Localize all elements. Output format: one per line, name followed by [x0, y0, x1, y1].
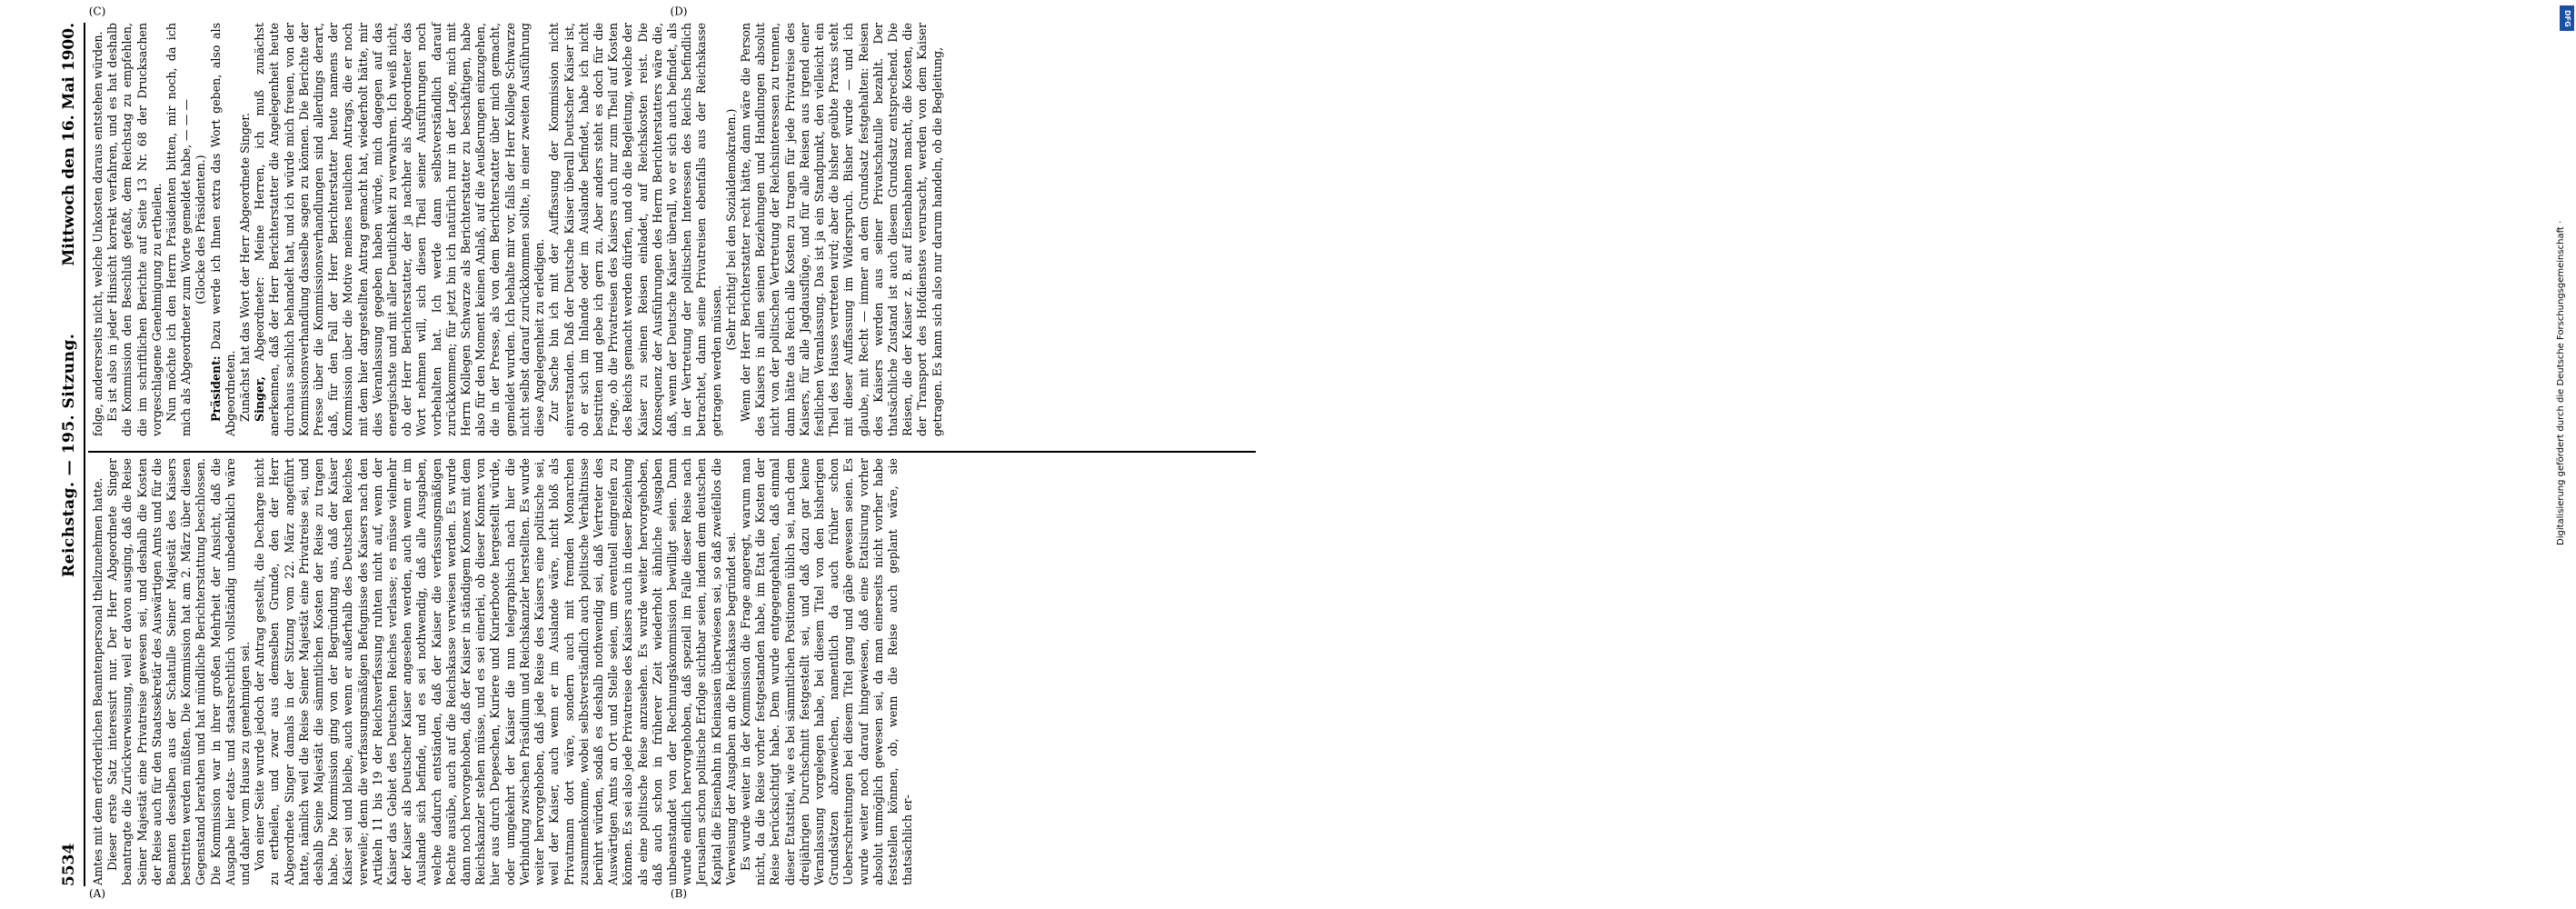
credit-text: Digitalisierung gefördert durch die Deutsche Forschungsgemeinschaft · — [2556, 220, 2566, 545]
speech-text: Dazu werde ich Ihnen extra das Wort geben, also als Abgeordneten. — [208, 23, 237, 436]
margin-mark-b: (B) — [670, 886, 688, 900]
paragraph: (Sehr richtig! bei den Sozialdemokraten.) — [723, 108, 738, 351]
digitization-credit-strip — [1269, 0, 2571, 909]
paragraph: Nun möchte ich den Herrn Präsidenten bitten, mir noch, da ich mich als Abgeordneter zum Worte gemeldet habe, — — — — [164, 23, 194, 436]
paragraph: Zunächst hat das Wort der Herr Abgeordnete Singer. — [238, 113, 253, 422]
margin-mark-d: (D) — [670, 5, 688, 18]
paragraph: Zur Sache bin ich mit der Auffassung der Kommission nicht einverstanden. Daß der Deutsche Kaiser überall Deutscher Kaiser ist, ob er sich im Inlande oder im Auslande befindet, habe ich nicht bestritten und gebe ich gern zu. Aber anders steht es doch für die Frage, ob die Privatreisen des Kaisers auch nur zum Theil auf Kosten des Reichs gemacht werden dürfen, und ob die Begleitung, welche der Kaiser zu seinen Reisen einladet, auf Reichskosten reist. Die Konsequenz der Ausführungen des Herrn Berichterstatters wäre die, daß, wenn der Deutsche Kaiser überall, wo er sich auch befindet, als in der Vertretung der politischen Interessen des Reichs befindlich betrachtet, dann seine Privatreisen ebenfalls aus der Reichskasse getragen werden müssen. — [547, 23, 723, 436]
paragraph — [209, 23, 238, 436]
margin-mark-c: (C) — [88, 5, 106, 18]
paragraph: (Glocke des Präsidenten.) — [194, 155, 208, 305]
speaker-name: Präsident: — [208, 355, 223, 422]
scanned-page — [0, 0, 1269, 909]
margin-mark-a: (A) — [88, 886, 106, 900]
header-rule — [84, 23, 85, 886]
right-text-column — [91, 23, 1254, 436]
paragraph: Wenn der Herr Berichterstatter recht hätte, dann wäre die Person des Kaisers in allen seinen Beziehungen und Handlungen absolut nicht von der politischen Vertretung der Reichsinteressen zu trennen, dann hätte das Reich alle Kosten zu tragen für jede Privatreise des Kaisers, für alle Jagdausflüge, und für alle Reisen aus irgend einer festlichen Veranlassung. Das ist ja ein Standpunkt, den vielleicht ein Theil des Hauses vertreten wird; aber die bisher geübte Praxis steht mit dieser Auffassung im Widerspruch. Bisher wurde — und ich glaube, mit Recht — immer an dem Grundsatz festgehalten: Reisen des Kaisers werden aus seiner Privatschatulle bezahlt. Der thatsächliche Zustand ist auch diesem Grundsatz entsprechend. Die Reisen, die der Kaiser z. B. auf Eisenbahnen macht, die Kosten, die der Transport des Hofdienstes verursacht, werden von dem Kaiser getragen. Es kann sich also nur darum handeln, ob die Begleitung, — [738, 23, 944, 436]
paragraph: Es ist also in jeder Hinsicht korrekt verfahren, und es hat deshalb die Kommission den Beschluß gefaßt, dem Reichstag zu empfehlen, die im schriftlichen Berichte auf Seite 13 Nr. 68 der Drucksachen vorgeschlagene Genehmigung zu ertheilen. — [105, 23, 164, 436]
paragraph: Dieser erste Satz interessirt nur. Der Herr Abgeordnete Singer beantragte die Zurückverweisung, weil er davon ausging, daß die Reise Seiner Majestät eine Privatreise gewesen sei, und deshalb die Kosten der Reise auch für den Staatssekretär des Auswärtigen Amts und für die Beamten desselben aus der Schatulle Seiner Majestät des Kaisers bestritten werden müßten. Die Kommission hat am 2. März über diesen Gegenstand berathen und hat mündliche Berichterstattung beschlossen. Die Kommission war in ihrer großen Mehrheit der Ansicht, daß die Ausgabe hier etats- und staatsrechtlich vollständig unbedenklich wäre und daher vom Hause zu genehmigen sei. — [105, 458, 253, 885]
column-divider — [88, 451, 1256, 453]
left-text-column — [91, 458, 1254, 885]
speaker-name: Singer, — [253, 376, 267, 422]
speech-text: Abgeordneter: Meine Herren, ich muß zunächst anerkennen, daß der Herr Berichterstatter die Angelegenheit heute durchaus sachlich behandelt hat, und ich würde mich freuen, von der Kommissionsverhandlung dasselbe sagen zu können. Die Berichte der Presse über die Kommissionsverhandlungen sind allerdings derart, daß, für den Fall der Herr Berichterstatter heute namens der Kommission über die Motive meines neulichen Antrags, die er noch mit dem hier dargestellten Antrag gemacht hat, wiederholt hätte, mir dies Veranlassung gegeben haben würde, mich dagegen auf das energischste und mit aller Deutlichkeit zu verwahren. Ich weiß nicht, ob der Herr Berichterstatter, der ja nachher als Abgeordneter das Wort nehmen will, sich diesen Theil seiner Ausführungen noch vorbehalten hat. Ich werde dann selbstverständlich darauf zurückkommen; für jetzt bin ich natürlich nur in der Lage, mich mit Herrn Kollegen Schwarze als Berichterstatter zu beschäftigen, habe also für den Moment keinen Anlaß, auf die Aeußerungen einzugehen, die in der Presse, als von dem Berichterstatter über mich gemacht, gemeldet wurden. Ich behalte mir vor, falls der Herr Kollege Schwarze nicht selbst darauf zurückkommen sollte, in einer zweiten Ausführung diese Angelegenheit zu erledigen. — [253, 23, 547, 436]
dfg-logo: DFG — [2560, 5, 2574, 31]
paragraph: Amtes mit dem erforderlichen Beamtenpersonal theilzunehmen hatte. — [91, 477, 104, 885]
page-title: Reichstag. — 195. Sitzung. — [60, 333, 78, 577]
paragraph: Es wurde weiter in der Kommission die Frage angeregt, warum man nicht, da die Reise vorher festgestanden habe, im Etat die Kosten der Reise berücksichtigt habe. Dem wurde entgegengehalten, daß einmal dieser Etatstitel, wie es bei sämmtlichen Positionen üblich sei, nach dem dreijährigen Durchschnitt festgestellt sei, und daß dazu gar keine Veranlassung vorgelegen habe, bei diesem Titel von den bisherigen Grundsätzen abzuweichen, namentlich da auch früher schon Ueberschreitungen bei diesem Titel gang und gäbe gewesen seien. Es wurde weiter noch darauf hingewiesen, daß eine Etatisirung vorher absolut unmöglich gewesen sei, da man einerseits nicht vorher habe feststellen können, ob, wenn die Reise auch geplant wäre, sie thatsächlich er- — [738, 458, 915, 885]
paragraph: Von einer Seite wurde jedoch der Antrag gestellt, die Decharge nicht zu ertheilen, und zwar aus demselben Grunde, den der Herr Abgeordnete Singer damals in der Sitzung vom 22. März angeführt hatte, nämlich weil die Reise Seiner Majestät eine Privatreise sei, und deshalb Seine Majestät die sämmtlichen Kosten der Reise zu tragen habe. Die Kommission ging von der Begründung aus, daß der Kaiser Kaiser sei und bleibe, auch wenn er außerhalb des Deutschen Reiches verweile; denn die verfassungsmäßigen Befugnisse des Kaisers nach den Artikeln 11 bis 19 der Reichsverfassung ruhten nicht auf, wenn der Kaiser das Gebiet des Deutschen Reiches verlasse; es müsse vielmehr der Kaiser als Deutscher Kaiser angesehen werden, auch wenn er im Auslande sich befinde, und es sei nothwendig, daß alle Ausgaben, welche dadurch entständen, daß der Kaiser die verfassungsmäßigen Rechte ausübe, auch auf die Reichskasse verwiesen werden. Es wurde dann noch hervorgehoben, daß der Kaiser in ständigem Konnex mit dem Reichskanzler stehen müsse, und es sei einerlei, ob dieser Konnex von hier aus durch Depeschen, Kuriere und Kurierboote hergestellt würde, oder umgekehrt der Kaiser die nun telegraphisch nach hier die Verbindung zwischen Präsidium und Reichskanzler herstellten. Es wurde weiter hervorgehoben, daß jede Reise des Kaisers eine politische sei, weil der Kaiser, auch wenn er im Auslande wäre, nicht bloß als Privatmann dort wäre, sondern auch mit fremden Monarchen zusammenkomme, wobei selbstverständlich auch politische Verhältnisse berührt würden, sodaß es deshalb nothwendig sei, daß Vertreter des Auswärtigen Amts an Ort und Stelle seien, um eventuell eingreifen zu können. Es sei also jede Privatreise des Kaisers auch in dieser Beziehung als eine politische Reise anzusehen. Es wurde weiter hervorgehoben, daß auch schon in früherer Zeit wiederholt ähnliche Ausgaben unbeanstandet von der Rechnungskommission bewilligt seien. Dann wurde endlich hervorgehoben, daß speziell im Falle dieser Reise nach Jerusalem schon politische Erfolge sichtbar seien, indem dem deutschen Kapital die Eisenbahn in Kleinasien überwiesen sei, so daß zweifellos die Verweisung der Ausgaben an die Reichskasse begründet sei. — [253, 458, 738, 885]
page-header — [55, 23, 82, 886]
page-number: 5534 — [60, 843, 78, 886]
session-date: Mittwoch den 16. Mai 1900. — [60, 23, 78, 266]
paragraph: folge, andererseits nicht, welche Unkosten daraus entstehen würden. — [91, 31, 104, 436]
paragraph — [253, 23, 547, 436]
